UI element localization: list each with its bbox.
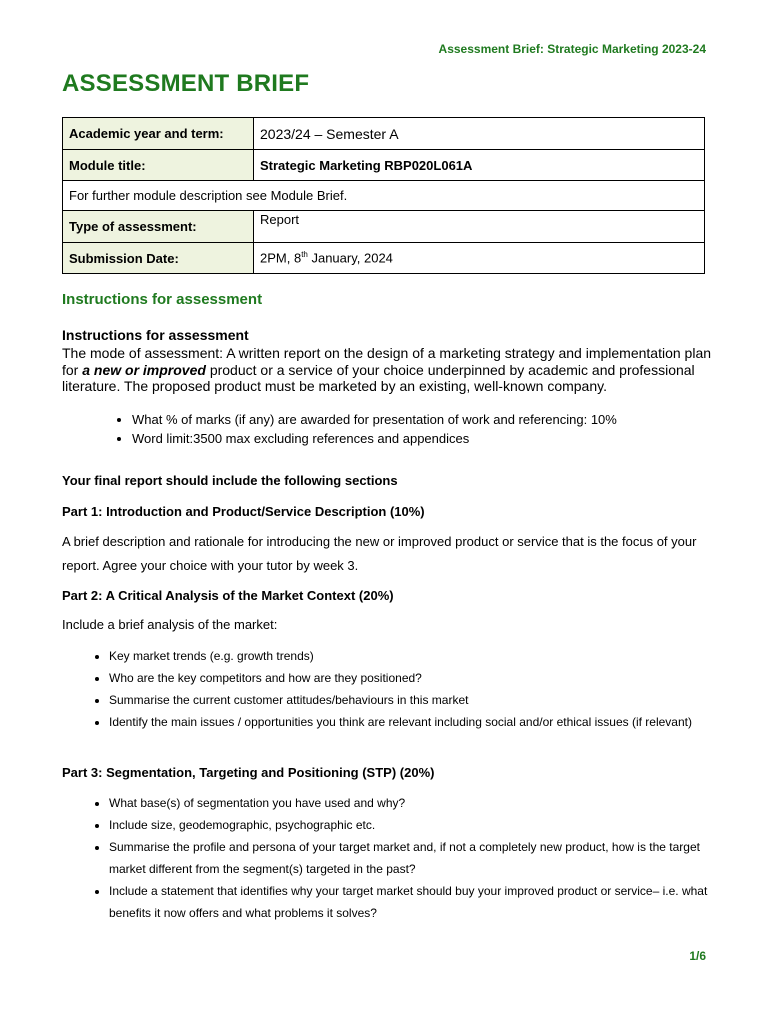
table-row-submission-date (63, 243, 705, 274)
final-report-heading: Your final report should include the following sections (62, 473, 398, 488)
instructions-section-heading: Instructions for assessment (62, 291, 263, 308)
list-item: • Identify the main issues / opportunities you think are relevant including social and/or ethical issues (if relevant) (109, 711, 729, 733)
instructions-sub-heading: Instructions for assessment (62, 327, 249, 343)
list-item: • What % of marks (if any) are awarded for presentation of work and referencing: 10% (132, 410, 617, 429)
table-row-module-description (63, 181, 705, 211)
part2-bullet-list (85, 645, 729, 733)
submission-date-ordinal: th (301, 250, 308, 260)
page-number: 1/6 (689, 949, 706, 963)
table-row-academic-year (63, 118, 705, 150)
part3-bullet-list (85, 792, 729, 924)
part1-heading: Part 1: Introduction and Product/Service Description (10%) (62, 504, 425, 519)
module-description-note: For further module description see Module Brief. (63, 181, 705, 211)
assessment-type-value: Report (254, 211, 705, 243)
list-item: • Word limit:3500 max excluding references and appendices (132, 429, 617, 448)
intro-text-end: product or a service of your choice underpinned by academic and professional literature. The proposed product must be marketed by an existing, well-known company. (62, 361, 695, 394)
part3-heading: Part 3: Segmentation, Targeting and Positioning (STP) (20%) (62, 765, 435, 780)
intro-text-start: The mode of assessment: A written report on the design of a marketing strategy and implementation plan for (62, 345, 712, 378)
list-item: • Include size, geodemographic, psychographic etc. (109, 814, 729, 836)
list-item: • Summarise the current customer attitudes/behaviours in this market (109, 689, 729, 711)
submission-date-value (254, 243, 705, 274)
table-row-module-title (63, 150, 705, 181)
submission-date-rest: January, 2024 (307, 250, 393, 266)
academic-year-value: 2023/24 – Semester A (254, 118, 705, 150)
academic-year-label: Academic year and term: (63, 118, 254, 150)
instructions-bullet-list (108, 410, 617, 448)
part1-text: A brief description and rationale for introducing the new or improved product or service that is the focus of your report. Agree your choice with your tutor by week 3. (62, 534, 697, 573)
list-item: • What base(s) of segmentation you have used and why? (109, 792, 729, 814)
table-row-assessment-type (63, 211, 705, 243)
intro-emphasis: a new or improved (82, 361, 206, 378)
list-item: • Summarise the profile and persona of your target market and, if not a completely new product, how is the target market different from the segment(s) targeted in the past? (109, 836, 729, 880)
assessment-type-label: Type of assessment: (63, 211, 254, 243)
running-header: Assessment Brief: Strategic Marketing 2023-24 (438, 42, 706, 56)
part2-heading: Part 2: A Critical Analysis of the Market Context (20%) (62, 588, 394, 603)
list-item: • Who are the key competitors and how are they positioned? (109, 667, 729, 689)
list-item: • Key market trends (e.g. growth trends) (109, 645, 729, 667)
module-title-label: Module title: (63, 150, 254, 181)
module-title-value: Strategic Marketing RBP020L061A (254, 150, 705, 181)
list-item: • Include a statement that identifies why your target market should buy your improved product or service– i.e. what benefits it now offers and what problems it solves? (109, 880, 729, 924)
submission-date-main: 2PM, 8 (260, 250, 302, 266)
part2-intro: Include a brief analysis of the market: (62, 617, 278, 632)
assessment-details-table (62, 117, 705, 274)
submission-date-label: Submission Date: (63, 243, 254, 274)
document-title: ASSESSMENT BRIEF (62, 70, 310, 97)
instructions-intro (62, 345, 712, 395)
